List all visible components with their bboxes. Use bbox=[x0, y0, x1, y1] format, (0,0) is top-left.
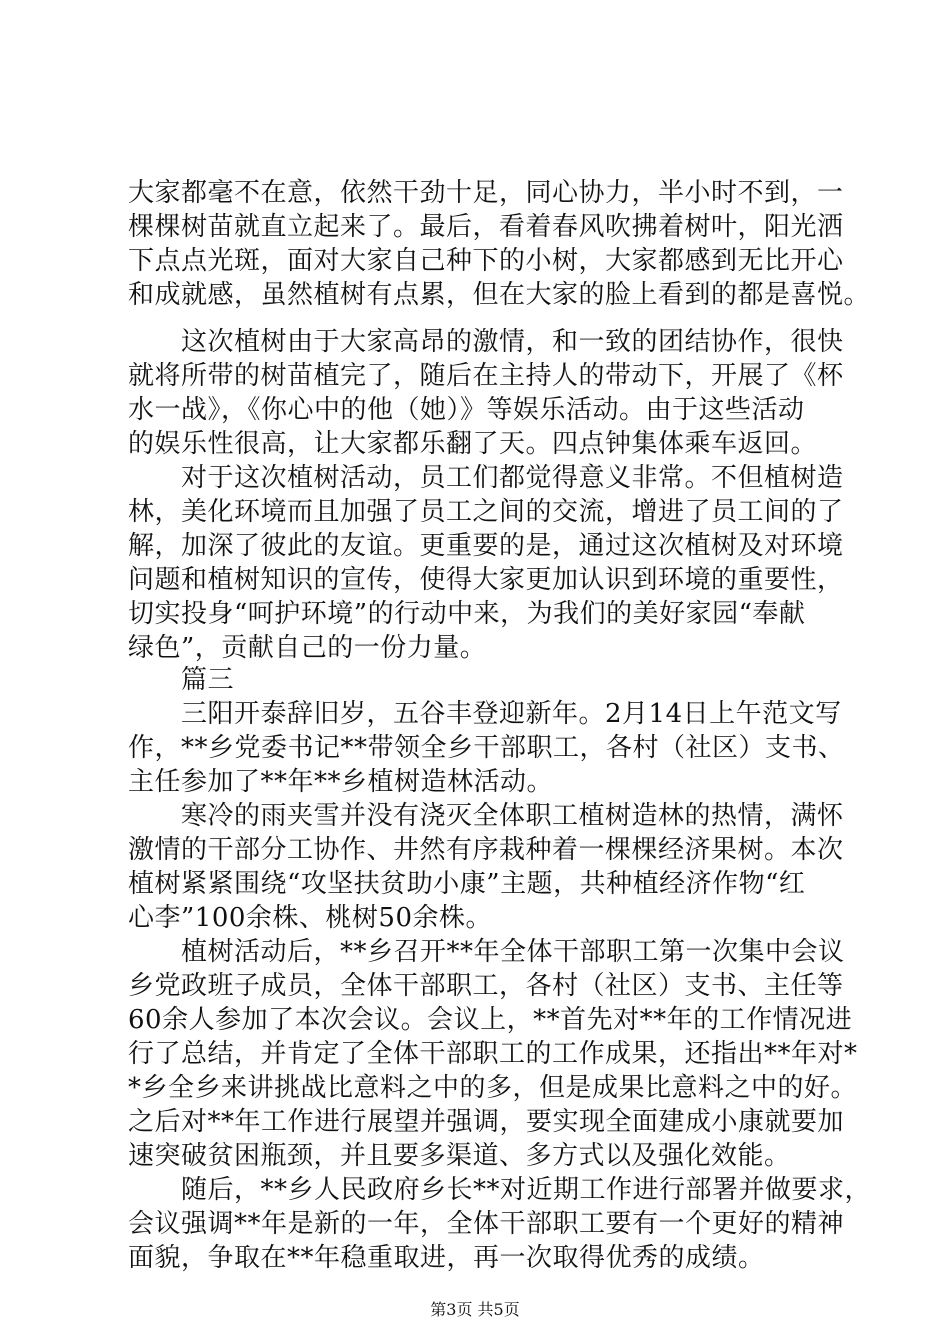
text-line: 的娱乐性很高，让大家都乐翻了天。四点钟集体乘车返回。 bbox=[128, 429, 818, 459]
text-line: 对于这次植树活动，员工们都觉得意义非常。不但植树造 bbox=[128, 463, 844, 493]
text-line: 主任参加了**年**乡植树造林活动。 bbox=[128, 767, 554, 797]
text-line: 植树紧紧围绕“攻坚扶贫助小康”主题，共种植经济作物“红 bbox=[128, 869, 806, 899]
text-line: 和成就感，虽然植树有点累，但在大家的脸上看到的都是喜悦。 bbox=[128, 280, 871, 310]
text-line: 篇三 bbox=[128, 665, 235, 695]
text-line: 速突破贫困瓶颈，并且要多渠道、多方式以及强化效能。 bbox=[128, 1141, 791, 1171]
page-footer: 第3页 共5页 bbox=[430, 1300, 520, 1319]
text-line: 就将所带的树苗植完了，随后在主持人的带动下，开展了《杯 bbox=[128, 361, 844, 391]
text-line: 行了总结，并肯定了全体干部职工的工作成果，还指出**年对* bbox=[128, 1039, 858, 1069]
text-line: 面貌，争取在**年稳重取进，再一次取得优秀的成绩。 bbox=[128, 1243, 765, 1273]
text-line: 问题和植树知识的宣传，使得大家更加认识到环境的重要性， bbox=[128, 565, 844, 595]
text-line: 寒冷的雨夹雪并没有浇灭全体职工植树造林的热情，满怀 bbox=[128, 801, 844, 831]
text-line: 这次植树由于大家高昂的激情，和一致的团结协作，很快 bbox=[128, 327, 844, 357]
text-line: *乡全乡来讲挑战比意料之中的多，但是成果比意料之中的好。 bbox=[128, 1073, 858, 1103]
text-line: 会议强调**年是新的一年，全体干部职工要有一个更好的精神 bbox=[128, 1209, 845, 1239]
text-line: 棵棵树苗就直立起来了。最后，看着春风吹拂着树叶，阳光洒 bbox=[128, 212, 844, 242]
text-line: 60余人参加了本次会议。会议上，**首先对**年的工作情况进 bbox=[128, 1005, 853, 1035]
text-line: 随后，**乡人民政府乡长**对近期工作进行部署并做要求， bbox=[128, 1175, 872, 1205]
text-line: 下点点光斑，面对大家自己种下的小树，大家都感到无比开心 bbox=[128, 246, 844, 276]
text-line: 林，美化环境而且加强了员工之间的交流，增进了员工间的了 bbox=[128, 497, 844, 527]
text-line: 乡党政班子成员，全体干部职工，各村（社区）支书、主任等 bbox=[128, 971, 844, 1001]
text-line: 绿色”，贡献自己的一份力量。 bbox=[128, 633, 487, 663]
text-line: 心李”100余株、桃树50余株。 bbox=[128, 903, 493, 933]
text-line: 大家都毫不在意，依然干劲十足，同心协力，半小时不到，一 bbox=[128, 178, 844, 208]
text-line: 之后对**年工作进行展望并强调，要实现全面建成小康就要加 bbox=[128, 1107, 845, 1137]
text-line: 水一战》，《你心中的他（她）》等娱乐活动。由于这些活动 bbox=[128, 395, 805, 425]
text-line: 切实投身“呵护环境”的行动中来，为我们的美好家园“奉献 bbox=[128, 599, 806, 629]
text-line: 植树活动后，**乡召开**年全体干部职工第一次集中会议 bbox=[128, 937, 845, 967]
text-line: 激情的干部分工协作、井然有序栽种着一棵棵经济果树。本次 bbox=[128, 835, 844, 865]
text-line: 解，加深了彼此的友谊。更重要的是，通过这次植树及对环境 bbox=[128, 531, 844, 561]
text-line: 作，**乡党委书记**带领全乡干部职工，各村（社区）支书、 bbox=[128, 733, 845, 763]
text-line: 三阳开泰辞旧岁，五谷丰登迎新年。2月14日上午范文写 bbox=[128, 699, 842, 729]
